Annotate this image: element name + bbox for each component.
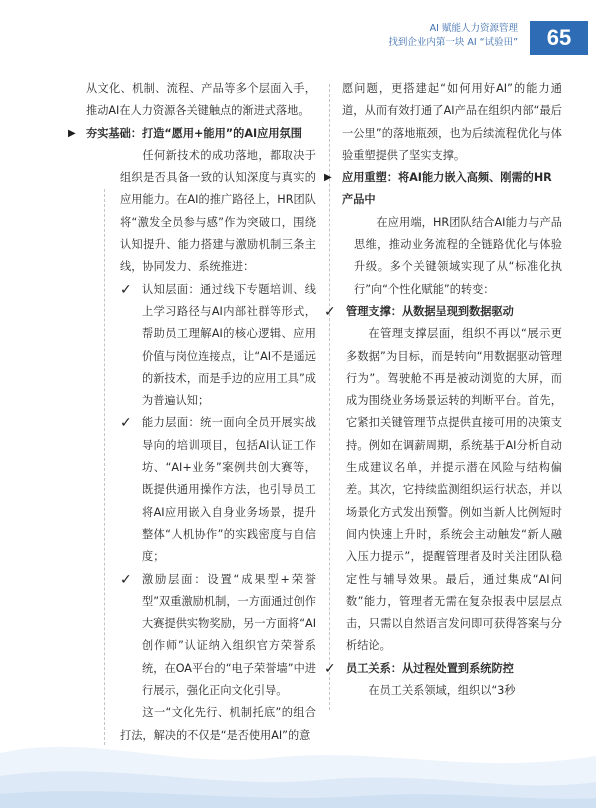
section-heading-application xyxy=(324,167,562,212)
section-heading-foundation xyxy=(68,123,316,145)
arrow-right-icon: ▶ xyxy=(68,127,76,139)
right-column xyxy=(324,78,562,702)
subsection-divider xyxy=(104,189,105,745)
list-item-title: 员工关系：从过程处置到系统防控 xyxy=(346,661,514,675)
list-item-text: 在员工关系领域，组织以“3秒 xyxy=(368,684,516,698)
arrow-right-icon: ▶ xyxy=(324,172,332,184)
left-column xyxy=(68,78,316,747)
closing-paragraph: 这一“文化先行、机制托底”的组合打法，解决的不仅是“是否使用AI”的意 xyxy=(120,706,316,742)
list-item xyxy=(120,569,316,703)
running-header xyxy=(388,22,518,50)
list-item-employee-relations xyxy=(324,658,562,703)
list-item-text: 激励层面：设置“成果型+荣誉型”双重激励机制，一方面通过创作大赛提供实物奖励，另一方面将“AI创作师”认证纳入组织官方荣誉系统，在OA平台的“电子荣誉墙”中进行展示，强化正向文化引导。 xyxy=(142,572,316,698)
section-paragraph: 任何新技术的成功落地，都取决于组织是否具备一致的认知深度与真实的应用能力。在AI的推广路径上，HR团队将“激发全员参与感”作为突破口，围绕认知提升、能力搭建与激励机制三条主线，协同发力、系统推进： xyxy=(120,148,316,274)
list-item-title: 管理支撑：从数据呈现到数据驱动 xyxy=(346,304,514,318)
list-item-text: 在管理支撑层面，组织不再以“展示更多数据”为目标，而是转向“用数据驱动管理行为”。驾驶舱不再是被动浏览的大屏，而成为围绕业务场景运转的判断平台。首先，它紧扣关键管理节点提供直接可用的决策支持。例如在调薪周期，系统基于AI分析自动生成建议名单，并提示潜在风险与结构偏差。其次，它持续监测组织运行状态，并以场景化方式发出预警。例如当新人比例短时间内快速上升时，系统会主动触发“新人融入压力提示”，提醒管理者及时关注团队稳定性与辅导效果。最后，通过集成“AI问数”能力，管理者无需在复杂报表中层层点击，只需以自然语言发问即可获得答案与分析结论。 xyxy=(346,327,562,653)
page-number: 65 xyxy=(530,21,588,55)
checkmark-icon: ✓ xyxy=(120,571,132,588)
section-heading-text: 夯实基础：打造“愿用+能用”的AI应用氛围 xyxy=(86,126,302,140)
list-item-management xyxy=(324,301,562,658)
decorative-wave-footer xyxy=(0,698,596,808)
header-title-line1: AI 赋能人力资源管理 xyxy=(429,23,518,34)
checkmark-icon: ✓ xyxy=(120,281,132,298)
left-intro-paragraph: 从文化、机制、流程、产品等多个层面入手，推动AI在人力资源各关键触点的渐进式落地。 xyxy=(86,82,316,118)
list-item xyxy=(120,412,316,568)
right-top-paragraph: 愿问题，更搭建起“如何用好AI”的能力通道，从而有效打通了AI产品在组织内部“最后一公里”的落地瓶颈，也为后续流程优化与体验重塑提供了坚实支撑。 xyxy=(342,82,562,162)
section-heading-text: 应用重塑：将AI能力嵌入高频、刚需的HR产品中 xyxy=(342,171,552,207)
list-item-text: 能力层面：统一面向全员开展实战导向的培训项目，包括AI认证工作坊、“AI+业务”案例共创大赛等，既提供通用操作方法，也引导员工将AI应用嵌入自身业务场景，提升整体“人机协作”的实践密度与自信度； xyxy=(142,416,316,564)
list-item-text: 认知层面：通过线下专题培训、线上学习路径与AI内部社群等形式，帮助员工理解AI的核心逻辑、应用价值与岗位连接点，让“AI不是遥远的新技术，而是手边的应用工具”成为普遍认知； xyxy=(142,282,316,408)
checkmark-icon: ✓ xyxy=(120,415,132,432)
section-application-body xyxy=(342,212,562,301)
section-foundation xyxy=(68,123,316,747)
header-title-line2: 找到企业内第一块 AI “试验田” xyxy=(388,37,518,48)
checkmark-icon: ✓ xyxy=(324,660,336,677)
section-paragraph: 在应用端，HR团队结合AI能力与产品思维，推动业务流程的全链路优化与体验升级。多个关键领域实现了从“标准化执行”向“个性化赋能”的转变： xyxy=(354,215,562,296)
section-application xyxy=(324,167,562,702)
list-item xyxy=(120,279,316,413)
checkmark-icon: ✓ xyxy=(324,303,336,320)
section-foundation-body xyxy=(86,145,316,747)
